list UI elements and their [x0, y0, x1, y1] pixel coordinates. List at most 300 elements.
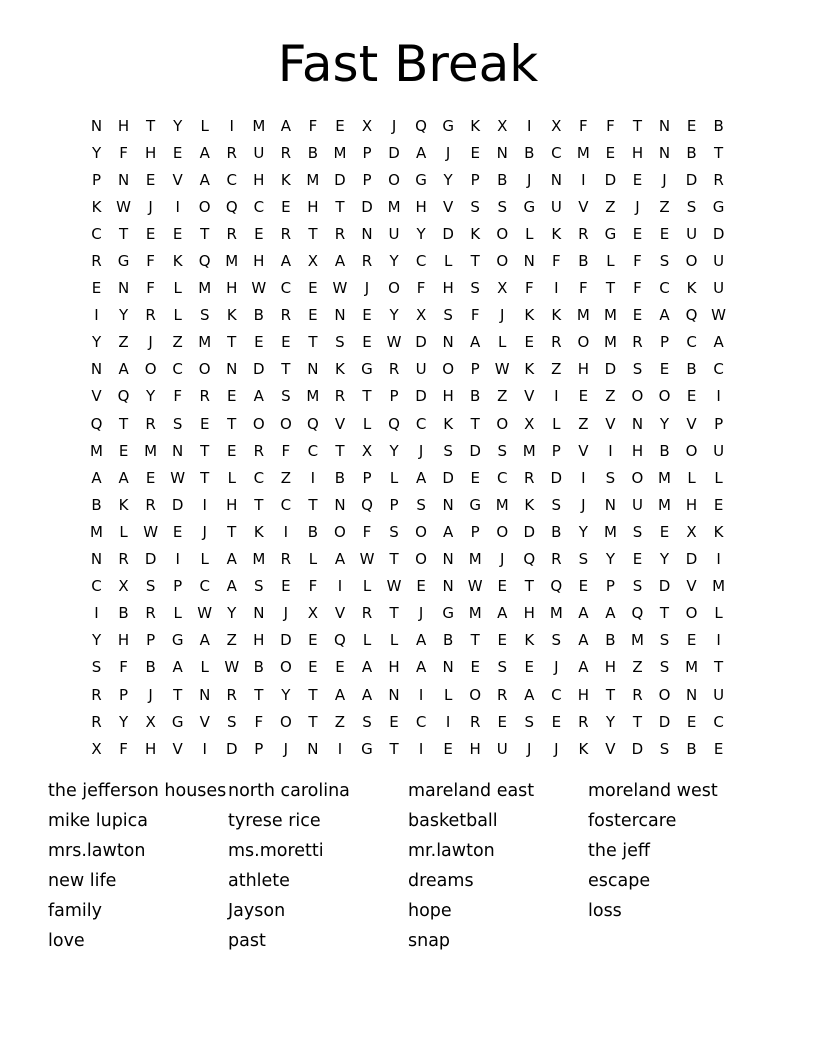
grid-row [83, 627, 732, 654]
grid-letter: C [226, 170, 237, 189]
grid-letter: R [280, 306, 292, 325]
grid-letter: O [279, 712, 292, 731]
grid-letter: V [578, 441, 589, 460]
grid-letter: S [578, 550, 589, 569]
grid-letter: O [252, 414, 265, 433]
grid-letter: G [117, 252, 130, 271]
grid-letter: F [633, 252, 642, 271]
grid-letter: C [686, 333, 697, 352]
grid-letter: C [415, 414, 427, 433]
grid-letter: W [143, 522, 159, 541]
grid-letter: L [173, 306, 182, 325]
grid-letter: Z [226, 631, 237, 650]
grid-letter: A [578, 631, 589, 650]
grid-letter: R [551, 550, 562, 569]
grid-letter: A [415, 658, 427, 677]
grid-row [83, 193, 732, 220]
grid-letter: F [146, 279, 155, 298]
grid-letter: I [310, 468, 316, 487]
grid-letter: Y [605, 550, 615, 569]
grid-letter: P [92, 170, 102, 189]
grid-row [83, 410, 732, 437]
grid-letter: O [415, 522, 427, 541]
grid-letter: D [253, 360, 265, 379]
grid-letter: E [281, 197, 291, 216]
grid-letter: O [334, 522, 346, 541]
grid-row [83, 275, 732, 302]
word-item: tyrese rice [228, 811, 321, 831]
grid-letter: T [335, 441, 345, 460]
grid-letter: T [227, 522, 237, 541]
grid-letter: T [227, 414, 237, 433]
grid-letter: N [442, 495, 454, 514]
grid-letter: O [198, 197, 211, 216]
grid-letter: R [118, 550, 129, 569]
grid-letter: V [443, 197, 454, 216]
grid-letter: A [524, 685, 535, 704]
grid-letter: G [171, 631, 184, 650]
word-item: loss [588, 901, 622, 921]
grid-letter: T [714, 658, 724, 677]
grid-letter: R [226, 143, 237, 162]
grid-letter: T [714, 143, 724, 162]
grid-row [83, 220, 732, 247]
grid-letter: W [251, 279, 267, 298]
grid-letter: W [386, 577, 402, 596]
grid-letter: Q [415, 116, 427, 135]
grid-letter: S [659, 739, 670, 758]
grid-letter: A [415, 468, 427, 487]
grid-row [83, 166, 732, 193]
word-item: moreland west [588, 781, 718, 801]
page-title: Fast Break [277, 35, 539, 93]
grid-letter: U [713, 279, 725, 298]
grid-letter: O [496, 224, 509, 243]
grid-letter: J [364, 279, 370, 298]
grid-letter: R [632, 685, 643, 704]
grid-letter: M [306, 387, 320, 406]
grid-letter: L [362, 414, 372, 433]
grid-letter: E [632, 224, 643, 243]
grid-letter: O [469, 685, 482, 704]
grid-letter: K [443, 414, 454, 433]
grid-letter: J [500, 306, 505, 325]
grid-letter: Z [659, 197, 670, 216]
grid-letter: S [551, 631, 562, 650]
grid-letter: L [173, 604, 182, 623]
grid-letter: Z [605, 387, 616, 406]
grid-letter: E [389, 712, 399, 731]
grid-letter: B [253, 306, 264, 325]
grid-letter: C [713, 712, 724, 731]
grid-letter: F [362, 522, 372, 541]
grid-letter: I [94, 306, 99, 325]
grid-letter: V [334, 414, 346, 433]
grid-row [83, 600, 732, 627]
grid-letter: A [605, 604, 616, 623]
grid-letter: V [605, 739, 616, 758]
word-item: the jeff [588, 841, 650, 861]
grid-letter: C [253, 197, 265, 216]
grid-letter: Y [146, 387, 156, 406]
grid-letter: N [199, 685, 211, 704]
grid-letter: J [635, 197, 640, 216]
grid-letter: I [554, 387, 559, 406]
grid-row [83, 383, 732, 410]
grid-letter: O [658, 387, 671, 406]
grid-letter: J [418, 441, 424, 460]
grid-letter: E [524, 658, 535, 677]
grid-letter: B [497, 170, 508, 189]
grid-row [83, 247, 732, 274]
grid-letter: I [716, 631, 721, 650]
grid-letter: E [686, 712, 697, 731]
grid-letter: F [308, 577, 318, 596]
grid-letter: S [362, 712, 372, 731]
grid-letter: Y [443, 170, 453, 189]
grid-letter: A [361, 685, 373, 704]
grid-letter: O [577, 333, 590, 352]
grid-letter: E [199, 414, 210, 433]
grid-letter: L [362, 631, 372, 650]
grid-letter: X [118, 577, 129, 596]
grid-letter: C [659, 279, 670, 298]
grid-letter: N [307, 360, 319, 379]
grid-letter: H [117, 116, 130, 135]
grid-letter: N [90, 116, 103, 135]
grid-letter: W [494, 360, 510, 379]
grid-letter: N [442, 577, 454, 596]
grid-letter: I [581, 468, 586, 487]
grid-letter: A [199, 143, 210, 162]
grid-letter: D [469, 441, 481, 460]
grid-letter: B [118, 604, 129, 623]
grid-letter: D [388, 143, 400, 162]
grid-letter: E [118, 441, 129, 460]
grid-letter: K [280, 170, 291, 189]
word-item: athlete [228, 871, 290, 891]
grid-letter: U [713, 441, 725, 460]
grid-letter: V [686, 414, 697, 433]
grid-letter: M [603, 522, 617, 541]
grid-letter: E [227, 387, 237, 406]
grid-letter: P [551, 441, 561, 460]
grid-letter: I [175, 197, 180, 216]
grid-letter: I [337, 739, 343, 758]
grid-letter: B [91, 495, 102, 514]
grid-letter: U [631, 495, 643, 514]
grid-letter: R [145, 495, 156, 514]
grid-letter: E [470, 468, 480, 487]
grid-letter: N [226, 360, 238, 379]
grid-letter: E [254, 333, 264, 352]
grid-letter: I [202, 739, 207, 758]
grid-letter: E [227, 441, 237, 460]
grid-letter: O [685, 441, 698, 460]
grid-letter: B [307, 522, 319, 541]
grid-letter: Y [281, 685, 291, 704]
grid-letter: D [225, 739, 238, 758]
grid-letter: X [686, 522, 697, 541]
grid-letter: S [254, 577, 264, 596]
grid-letter: J [148, 197, 153, 216]
grid-letter: S [659, 252, 670, 271]
grid-letter: F [416, 279, 426, 298]
grid-letter: I [445, 712, 451, 731]
grid-letter: M [90, 522, 103, 541]
grid-letter: V [524, 387, 535, 406]
grid-letter: X [361, 441, 373, 460]
grid-letter: E [497, 712, 507, 731]
grid-letter: J [581, 495, 586, 514]
grid-letter: M [198, 333, 212, 352]
word-item: past [228, 931, 266, 951]
grid-letter: J [527, 170, 532, 189]
grid-letter: Q [523, 550, 536, 569]
grid-letter: V [199, 712, 210, 731]
grid-letter: H [442, 387, 454, 406]
grid-letter: S [199, 306, 210, 325]
grid-letter: J [554, 658, 559, 677]
grid-letter: S [497, 441, 507, 460]
grid-letter: F [606, 116, 615, 135]
grid-letter: R [551, 333, 562, 352]
grid-letter: T [118, 224, 129, 243]
grid-letter: E [335, 116, 345, 135]
grid-letter: L [606, 252, 615, 271]
grid-letter: R [280, 550, 292, 569]
grid-letter: U [388, 224, 400, 243]
grid-letter: P [389, 387, 399, 406]
grid-letter: M [658, 495, 671, 514]
grid-letter: S [281, 387, 291, 406]
grid-letter: R [361, 604, 373, 623]
grid-letter: M [144, 441, 158, 460]
grid-letter: E [686, 116, 697, 135]
grid-letter: Z [172, 333, 183, 352]
grid-letter: A [713, 333, 724, 352]
grid-letter: C [280, 495, 292, 514]
grid-letter: A [118, 360, 129, 379]
grid-letter: K [713, 522, 724, 541]
grid-letter: D [442, 468, 454, 487]
grid-letter: D [523, 522, 536, 541]
grid-letter: A [415, 143, 427, 162]
grid-letter: T [146, 116, 156, 135]
grid-letter: M [549, 604, 563, 623]
grid-letter: R [145, 414, 156, 433]
grid-letter: N [307, 739, 319, 758]
grid-letter: A [91, 468, 102, 487]
grid-letter: I [229, 116, 234, 135]
grid-letter: E [659, 224, 670, 243]
grid-row [83, 491, 732, 518]
grid-letter: D [550, 468, 563, 487]
grid-letter: B [605, 631, 616, 650]
grid-letter: B [470, 387, 481, 406]
grid-letter: C [551, 143, 562, 162]
grid-letter: L [362, 577, 372, 596]
grid-letter: E [172, 143, 183, 162]
grid-letter: B [659, 441, 670, 460]
grid-letter: N [172, 441, 184, 460]
grid-letter: R [632, 333, 643, 352]
grid-letter: I [94, 604, 99, 623]
grid-letter: Z [280, 468, 291, 487]
grid-letter: J [500, 550, 505, 569]
grid-letter: N [604, 495, 617, 514]
grid-letter: I [202, 495, 207, 514]
grid-letter: C [280, 279, 292, 298]
grid-letter: U [713, 685, 725, 704]
grid-letter: T [308, 495, 318, 514]
word-item: Jayson [228, 901, 286, 921]
grid-letter: M [306, 170, 320, 189]
grid-letter: O [198, 360, 211, 379]
grid-letter: I [581, 170, 586, 189]
grid-letter: A [578, 658, 589, 677]
grid-letter: Y [659, 414, 670, 433]
grid-letter: E [145, 468, 156, 487]
grid-letter: P [173, 577, 183, 596]
word-item: family [48, 901, 103, 921]
grid-letter: E [308, 306, 318, 325]
grid-letter: A [199, 170, 210, 189]
grid-letter: L [200, 550, 209, 569]
grid-letter: D [361, 197, 373, 216]
word-item: fostercare [588, 811, 677, 831]
grid-letter: M [495, 495, 509, 514]
grid-letter: F [552, 252, 561, 271]
grid-letter: F [173, 387, 182, 406]
word-item: the jefferson houses [48, 781, 227, 801]
grid-letter: A [118, 468, 129, 487]
grid-letter: H [253, 252, 265, 271]
grid-letter: T [308, 224, 318, 243]
grid-letter: C [199, 577, 210, 596]
grid-letter: K [524, 631, 535, 650]
grid-letter: Y [389, 252, 399, 271]
grid-letter: R [497, 685, 508, 704]
grid-letter: O [685, 252, 698, 271]
grid-letter: M [630, 631, 644, 650]
grid-letter: A [334, 252, 346, 271]
grid-letter: U [415, 360, 427, 379]
grid-letter: X [497, 116, 508, 135]
grid-letter: A [334, 685, 346, 704]
grid-letter: Q [388, 414, 400, 433]
grid-letter: N [442, 333, 454, 352]
grid-letter: R [469, 712, 481, 731]
grid-letter: N [117, 279, 130, 298]
grid-letter: W [332, 279, 348, 298]
grid-letter: Y [389, 306, 399, 325]
grid-letter: A [253, 387, 264, 406]
grid-letter: T [308, 685, 318, 704]
grid-letter: V [686, 577, 697, 596]
grid-letter: E [145, 224, 156, 243]
grid-letter: I [527, 116, 532, 135]
grid-letter: F [633, 279, 642, 298]
grid-letter: W [467, 577, 483, 596]
grid-row [83, 112, 732, 139]
grid-letter: R [91, 252, 102, 271]
grid-letter: C [551, 685, 562, 704]
grid-letter: D [604, 360, 617, 379]
grid-letter: S [605, 468, 616, 487]
grid-letter: E [713, 739, 724, 758]
grid-letter: Q [550, 577, 563, 596]
grid-letter: B [334, 468, 346, 487]
grid-letter: J [445, 143, 451, 162]
grid-letter: T [308, 333, 318, 352]
word-item: new life [48, 871, 117, 891]
grid-letter: T [227, 333, 237, 352]
grid-letter: B [686, 739, 697, 758]
grid-letter: V [172, 739, 183, 758]
grid-letter: E [470, 658, 480, 677]
grid-letter: A [578, 604, 589, 623]
grid-letter: R [578, 224, 589, 243]
grid-letter: S [443, 441, 453, 460]
grid-letter: D [442, 224, 454, 243]
grid-letter: O [442, 360, 455, 379]
grid-letter: E [443, 739, 453, 758]
grid-letter: H [577, 685, 589, 704]
grid-letter: B [578, 252, 589, 271]
grid-letter: S [443, 306, 453, 325]
grid-letter: R [578, 712, 589, 731]
grid-letter: G [171, 712, 184, 731]
grid-letter: O [279, 658, 292, 677]
grid-letter: O [496, 414, 509, 433]
grid-letter: F [119, 658, 128, 677]
word-list-row [48, 836, 768, 866]
grid-row [83, 464, 732, 491]
grid-letter: E [497, 631, 507, 650]
word-item: mike lupica [48, 811, 149, 831]
grid-letter: B [145, 658, 156, 677]
grid-letter: N [523, 252, 535, 271]
grid-letter: C [713, 360, 724, 379]
grid-letter: P [659, 333, 670, 352]
grid-letter: E [686, 387, 697, 406]
grid-letter: V [172, 170, 183, 189]
grid-letter: A [361, 658, 373, 677]
grid-letter: L [714, 604, 723, 623]
grid-letter: H [523, 604, 535, 623]
grid-letter: R [280, 224, 292, 243]
grid-letter: E [497, 577, 507, 596]
grid-letter: X [497, 279, 508, 298]
grid-letter: T [389, 550, 399, 569]
grid-letter: D [685, 550, 698, 569]
grid-letter: E [551, 712, 562, 731]
grid-letter: T [605, 279, 615, 298]
grid-letter: Z [578, 414, 589, 433]
grid-letter: E [281, 577, 291, 596]
grid-letter: Y [416, 224, 426, 243]
grid-letter: S [632, 360, 643, 379]
grid-letter: S [497, 658, 507, 677]
grid-letter: B [686, 360, 697, 379]
grid-letter: L [308, 550, 318, 569]
grid-letter: E [362, 306, 372, 325]
grid-letter: B [524, 143, 535, 162]
grid-letter: Y [578, 522, 588, 541]
grid-letter: Q [90, 414, 103, 433]
grid-letter: L [443, 685, 453, 704]
